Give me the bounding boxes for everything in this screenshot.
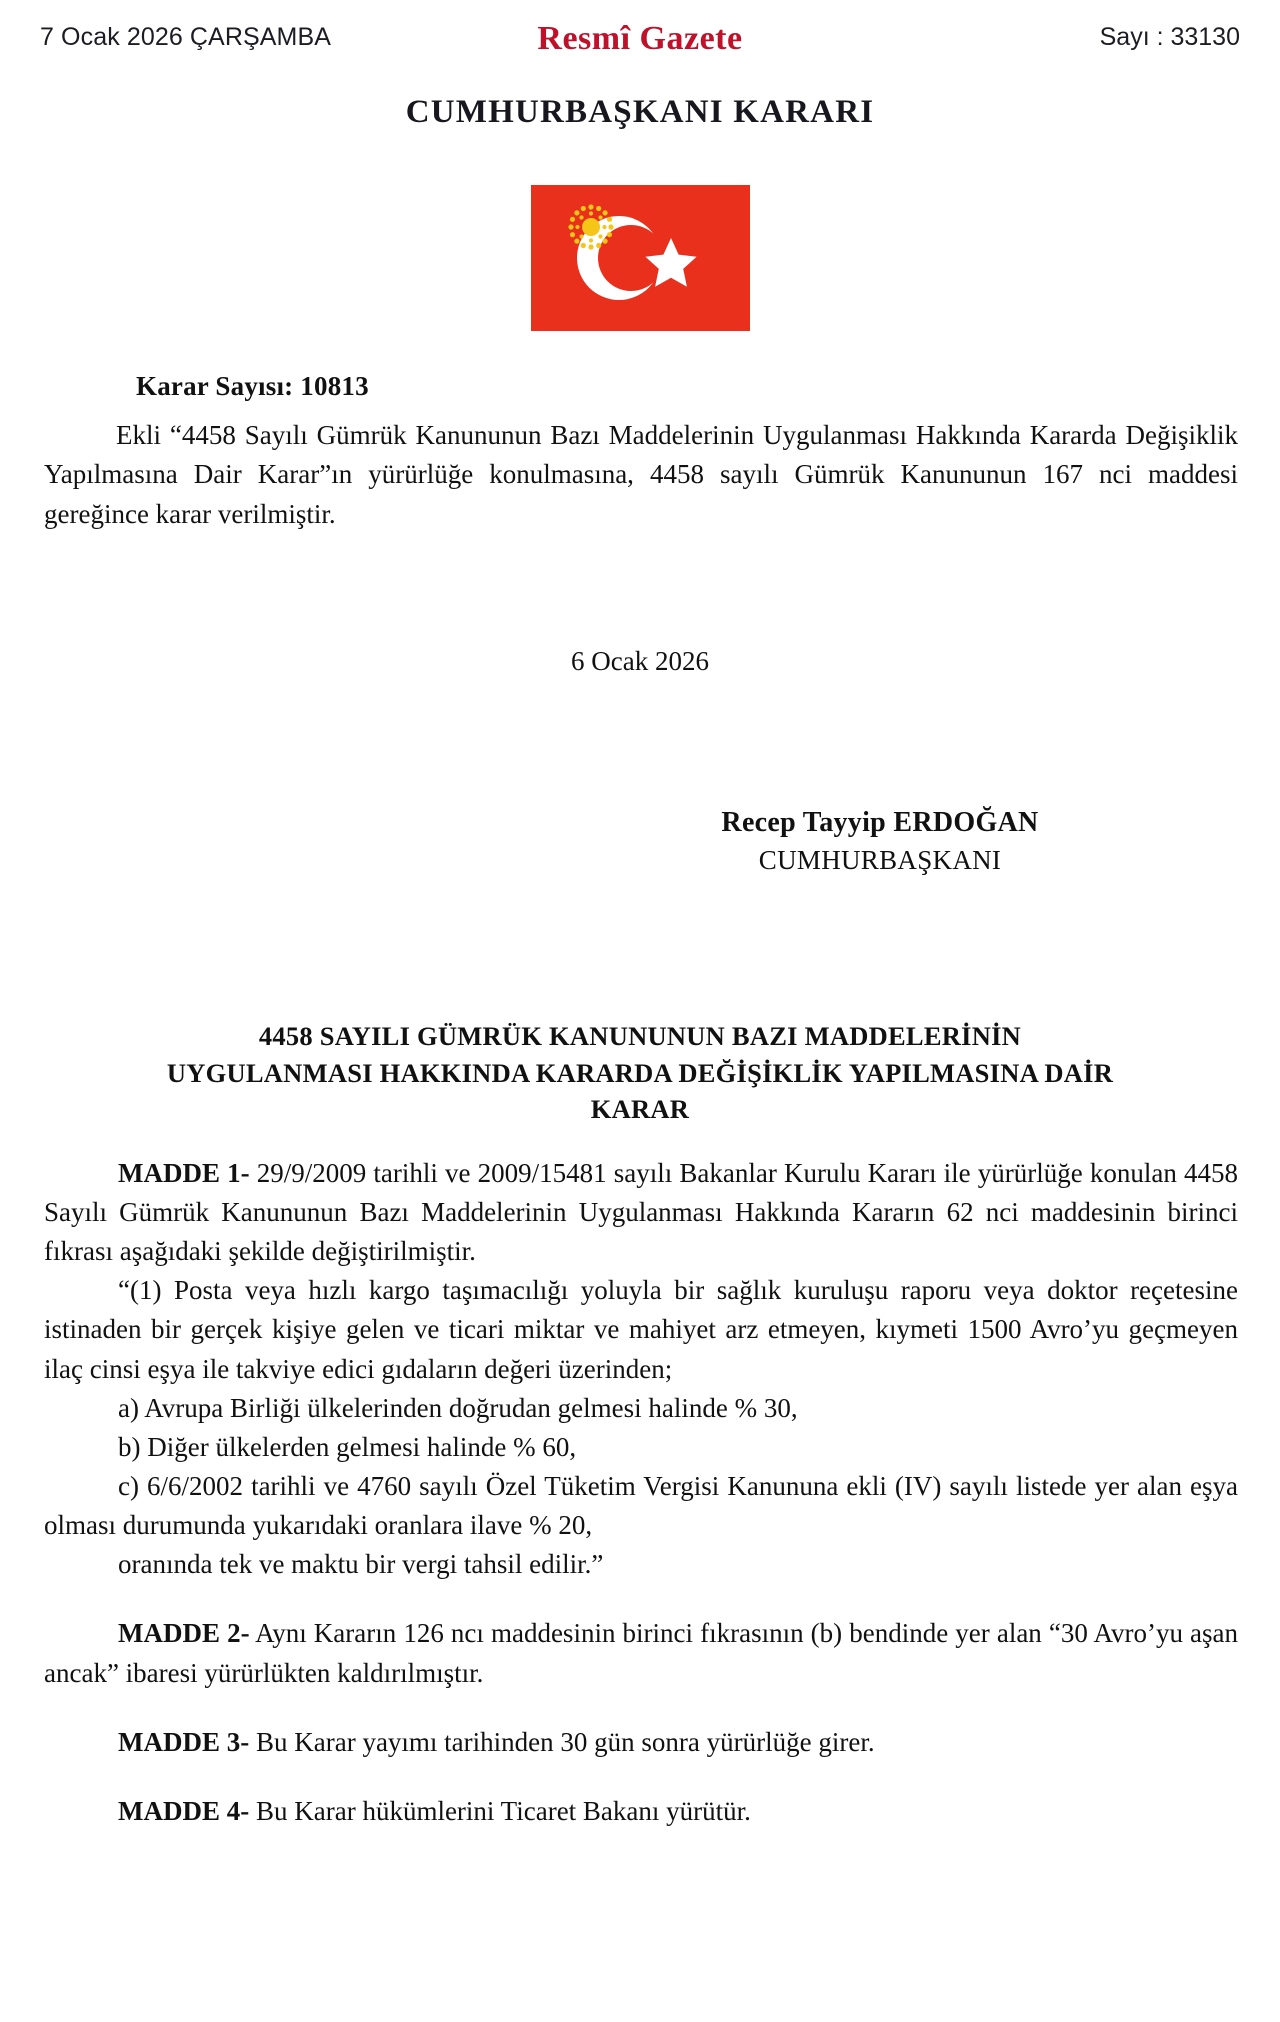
article-4-text: Bu Karar hükümlerini Ticaret Bakanı yürütür. xyxy=(249,1795,751,1826)
issue-number: Sayı : 33130 xyxy=(1099,22,1240,51)
signatory-name: Recep Tayyip ERDOĞAN xyxy=(721,807,1039,839)
flag-container xyxy=(40,185,1240,331)
article-3 xyxy=(40,1723,1240,1762)
article-1-text: 29/9/2009 tarihli ve 2009/15481 sayılı Bakanlar Kurulu Kararı ile yürürlüğe konulan 4458 Sayılı Gümrük Kanununun Bazı Maddelerinin Uygulanması Hakkında Kararın 62 nci maddesinin birinci fıkrası aşağıdaki şekilde değiştirilmiştir. xyxy=(44,1157,1238,1267)
decision-number: Karar Sayısı: 10813 xyxy=(136,371,369,401)
masthead xyxy=(40,0,1240,74)
page-title: CUMHURBAŞKANI KARARI xyxy=(405,94,875,130)
annex-heading: 4458 SAYILI GÜMRÜK KANUNUNUN BAZI MADDELERİNİN UYGULANMASI HAKKINDA KARARDA DEĞİŞİKLİK YAPILMASINA DAİR KARAR xyxy=(166,1021,1114,1125)
article-2-text: Aynı Kararın 126 ncı maddesinin birinci fıkrasının (b) bendinde yer alan “30 Avro’yu aşan ancak” ibaresi yürürlükten kaldırılmıştır. xyxy=(44,1618,1239,1688)
decision-date: 6 Ocak 2026 xyxy=(571,646,709,677)
article-3-label: MADDE 3- xyxy=(118,1726,250,1757)
quoted-provision-item-b: b) Diğer ülkelerden gelmesi halinde % 60, xyxy=(118,1431,577,1462)
quoted-provision-intro: “(1) Posta veya hızlı kargo taşımacılığı yoluyla bir sağlık kuruluşu raporu veya doktor reçetesine istinaden bir gerçek kişiye gelen ve ticari miktar ve mahiyet arz etmeyen, kıymeti 1500 Avro’yu geçmeyen ilaç cinsi eşya ile takviye edici gıdaların değeri üzerinden; xyxy=(44,1275,1238,1384)
article-2 xyxy=(40,1614,1240,1692)
signatory-role: CUMHURBAŞKANI xyxy=(758,845,1002,876)
turkish-flag-icon xyxy=(531,185,750,331)
quoted-provision-item-c: c) 6/6/2002 tarihli ve 4760 sayılı Özel Tüketim Vergisi Kanununa ekli (IV) sayılı listede yer alan eşya olması durumunda yukarıdaki oranlara ilave % 20, xyxy=(44,1471,1238,1541)
preamble-paragraph: Ekli “4458 Sayılı Gümrük Kanununun Bazı Maddelerinin Uygulanması Hakkında Kararda Değişiklik Yapılmasına Dair Karar”ın yürürlüğe konulmasına, 4458 sayılı Gümrük Kanununun 167 nci maddesi gereğince karar verilmiştir. xyxy=(44,420,1238,529)
article-1 xyxy=(40,1154,1240,1271)
article-1-label: MADDE 1- xyxy=(118,1157,250,1188)
article-4-label: MADDE 4- xyxy=(118,1795,250,1826)
quoted-provision-item-a: a) Avrupa Birliği ülkelerinden doğrudan gelmesi halinde % 30, xyxy=(118,1392,798,1423)
gazette-title: Resmî Gazete xyxy=(537,20,743,57)
signature-block xyxy=(40,807,1240,876)
article-2-label: MADDE 2- xyxy=(118,1618,250,1649)
turkish-flag-graphic xyxy=(531,185,750,331)
article-3-text: Bu Karar yayımı tarihinden 30 gün sonra yürürlüğe girer. xyxy=(249,1726,875,1757)
article-4 xyxy=(40,1792,1240,1831)
publication-date: 7 Ocak 2026 ÇARŞAMBA xyxy=(40,22,332,51)
quoted-provision-closing: oranında tek ve maktu bir vergi tahsil edilir.” xyxy=(118,1549,604,1580)
